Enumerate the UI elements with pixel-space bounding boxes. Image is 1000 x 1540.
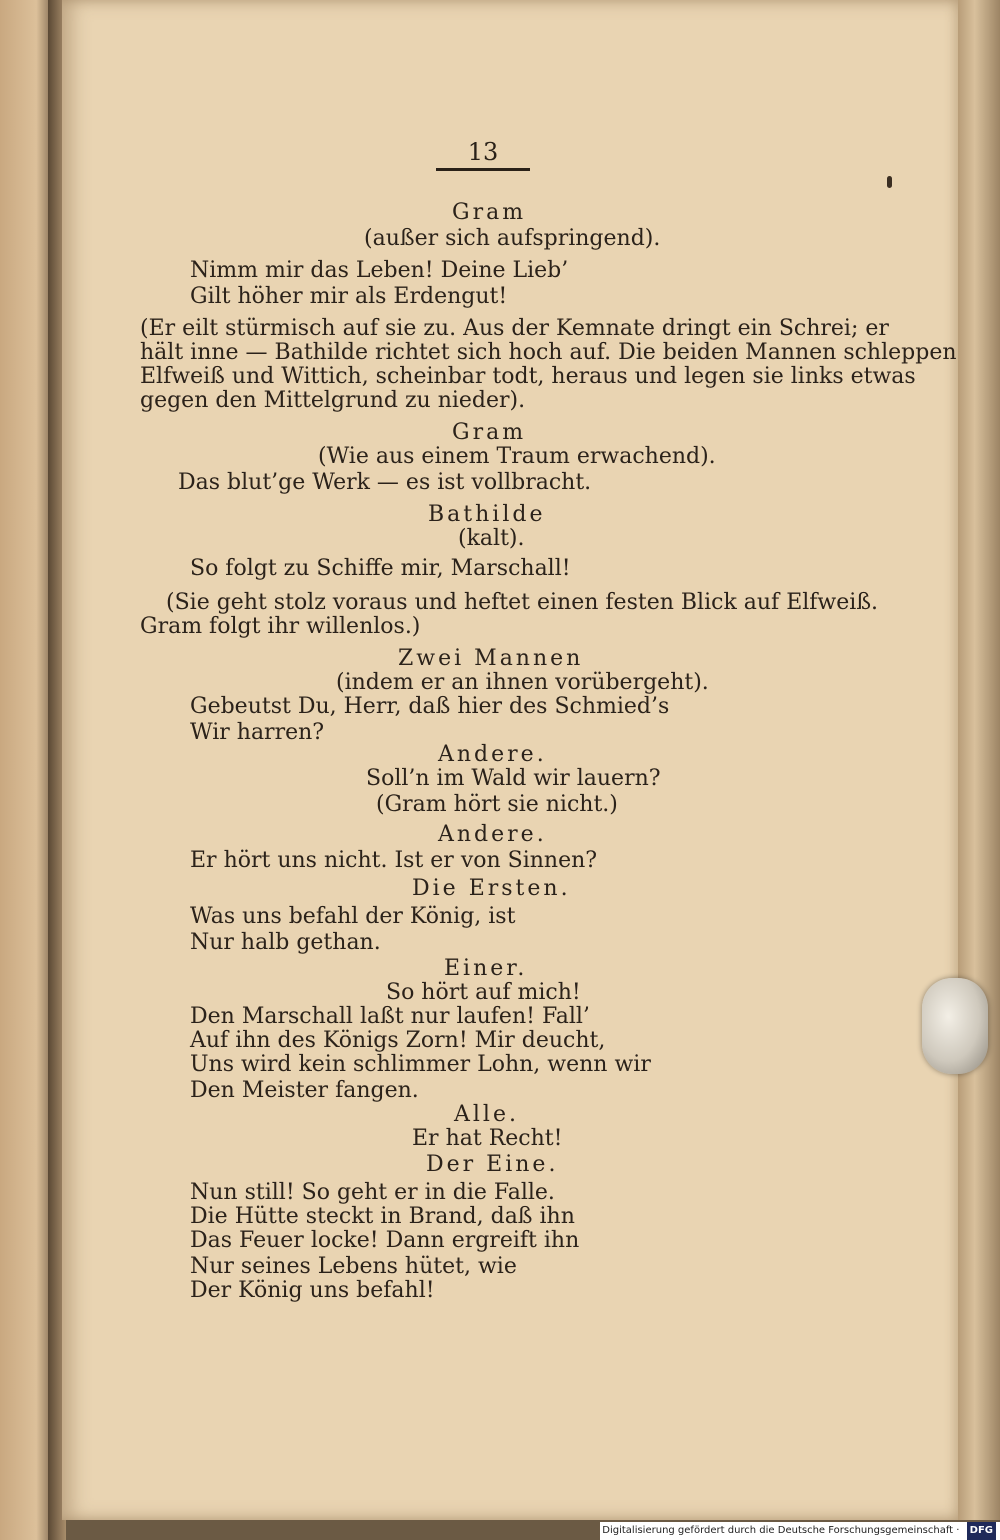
text-line: Was uns befahl der König, ist — [190, 904, 516, 929]
text-line: (Gram hört sie nicht.) — [376, 792, 618, 817]
footer-credit: Digitalisierung gefördert durch die Deutsche Forschungsgemeinschaft · — [602, 1525, 960, 1536]
text-line: Das Feuer locke! Dann ergreift ihn — [190, 1228, 580, 1253]
text-line: Er hört uns nicht. Ist er von Sinnen? — [190, 848, 598, 873]
text-line: Gebeutst Du, Herr, daß hier des Schmied’s — [190, 694, 670, 719]
text-line: Nur halb gethan. — [190, 930, 381, 955]
text-line: Gram folgt ihr willenlos.) — [140, 614, 421, 639]
text-line: hält inne — Bathilde richtet sich hoch auf. Die beiden Mannen schleppen — [140, 340, 957, 365]
page-clip — [922, 978, 988, 1074]
text-line: Der König uns befahl! — [190, 1278, 435, 1303]
text-line: So folgt zu Schiffe mir, Marschall! — [190, 556, 571, 581]
speaker-name: Andere. — [438, 822, 547, 847]
text-line: (indem er an ihnen vorübergeht). — [336, 670, 709, 695]
text-line: Soll’n im Wald wir lauern? — [366, 766, 661, 791]
text-line: Elfweiß und Wittich, scheinbar todt, heraus und legen sie links etwas — [140, 364, 916, 389]
text-line: Auf ihn des Königs Zorn! Mir deucht, — [190, 1028, 606, 1053]
digitization-footer — [600, 1522, 1000, 1540]
text-line: (außer sich aufspringend). — [364, 226, 661, 251]
ink-speck — [887, 176, 892, 188]
text-line: Gilt höher mir als Erdengut! — [190, 284, 508, 309]
speaker-name: Der Eine. — [426, 1152, 559, 1177]
text-line: gegen den Mittelgrund zu nieder). — [140, 388, 526, 413]
text-line: Den Meister fangen. — [190, 1078, 419, 1103]
left-page-edge — [0, 0, 52, 1540]
speaker-name: Gram — [452, 200, 527, 225]
text-line: Nun still! So geht er in die Falle. — [190, 1180, 555, 1205]
text-line: Das blut’ge Werk — es ist vollbracht. — [178, 470, 592, 495]
speaker-name: Zwei Mannen — [398, 646, 584, 671]
text-line: Er hat Recht! — [412, 1126, 563, 1151]
speaker-name: Die Ersten. — [412, 876, 571, 901]
text-line: Wir harren? — [190, 720, 325, 745]
text-line: (Er eilt stürmisch auf sie zu. Aus der Kemnate dringt ein Schrei; er — [140, 316, 889, 341]
text-line: Die Hütte steckt in Brand, daß ihn — [190, 1204, 575, 1229]
page-stack-edge — [958, 0, 1000, 1520]
speaker-name: Alle. — [454, 1102, 519, 1127]
page-number: 13 — [436, 138, 530, 171]
text-line: (kalt). — [458, 526, 525, 551]
dfg-logo: DFG — [967, 1522, 996, 1540]
speaker-name: Einer. — [444, 956, 528, 981]
text-line: (Wie aus einem Traum erwachend). — [318, 444, 716, 469]
text-line: (Sie geht stolz voraus und heftet einen festen Blick auf Elfweiß. — [166, 590, 879, 615]
speaker-name: Andere. — [438, 742, 547, 767]
text-line: Nimm mir das Leben! Deine Lieb’ — [190, 258, 569, 283]
text-line: So hört auf mich! — [386, 980, 581, 1005]
text-line: Den Marschall laßt nur laufen! Fall’ — [190, 1004, 590, 1029]
text-line: Nur seines Lebens hütet, wie — [190, 1254, 517, 1279]
speaker-name: Bathilde — [428, 502, 546, 527]
text-line: Uns wird kein schlimmer Lohn, wenn wir — [190, 1052, 651, 1077]
speaker-name: Gram — [452, 420, 527, 445]
